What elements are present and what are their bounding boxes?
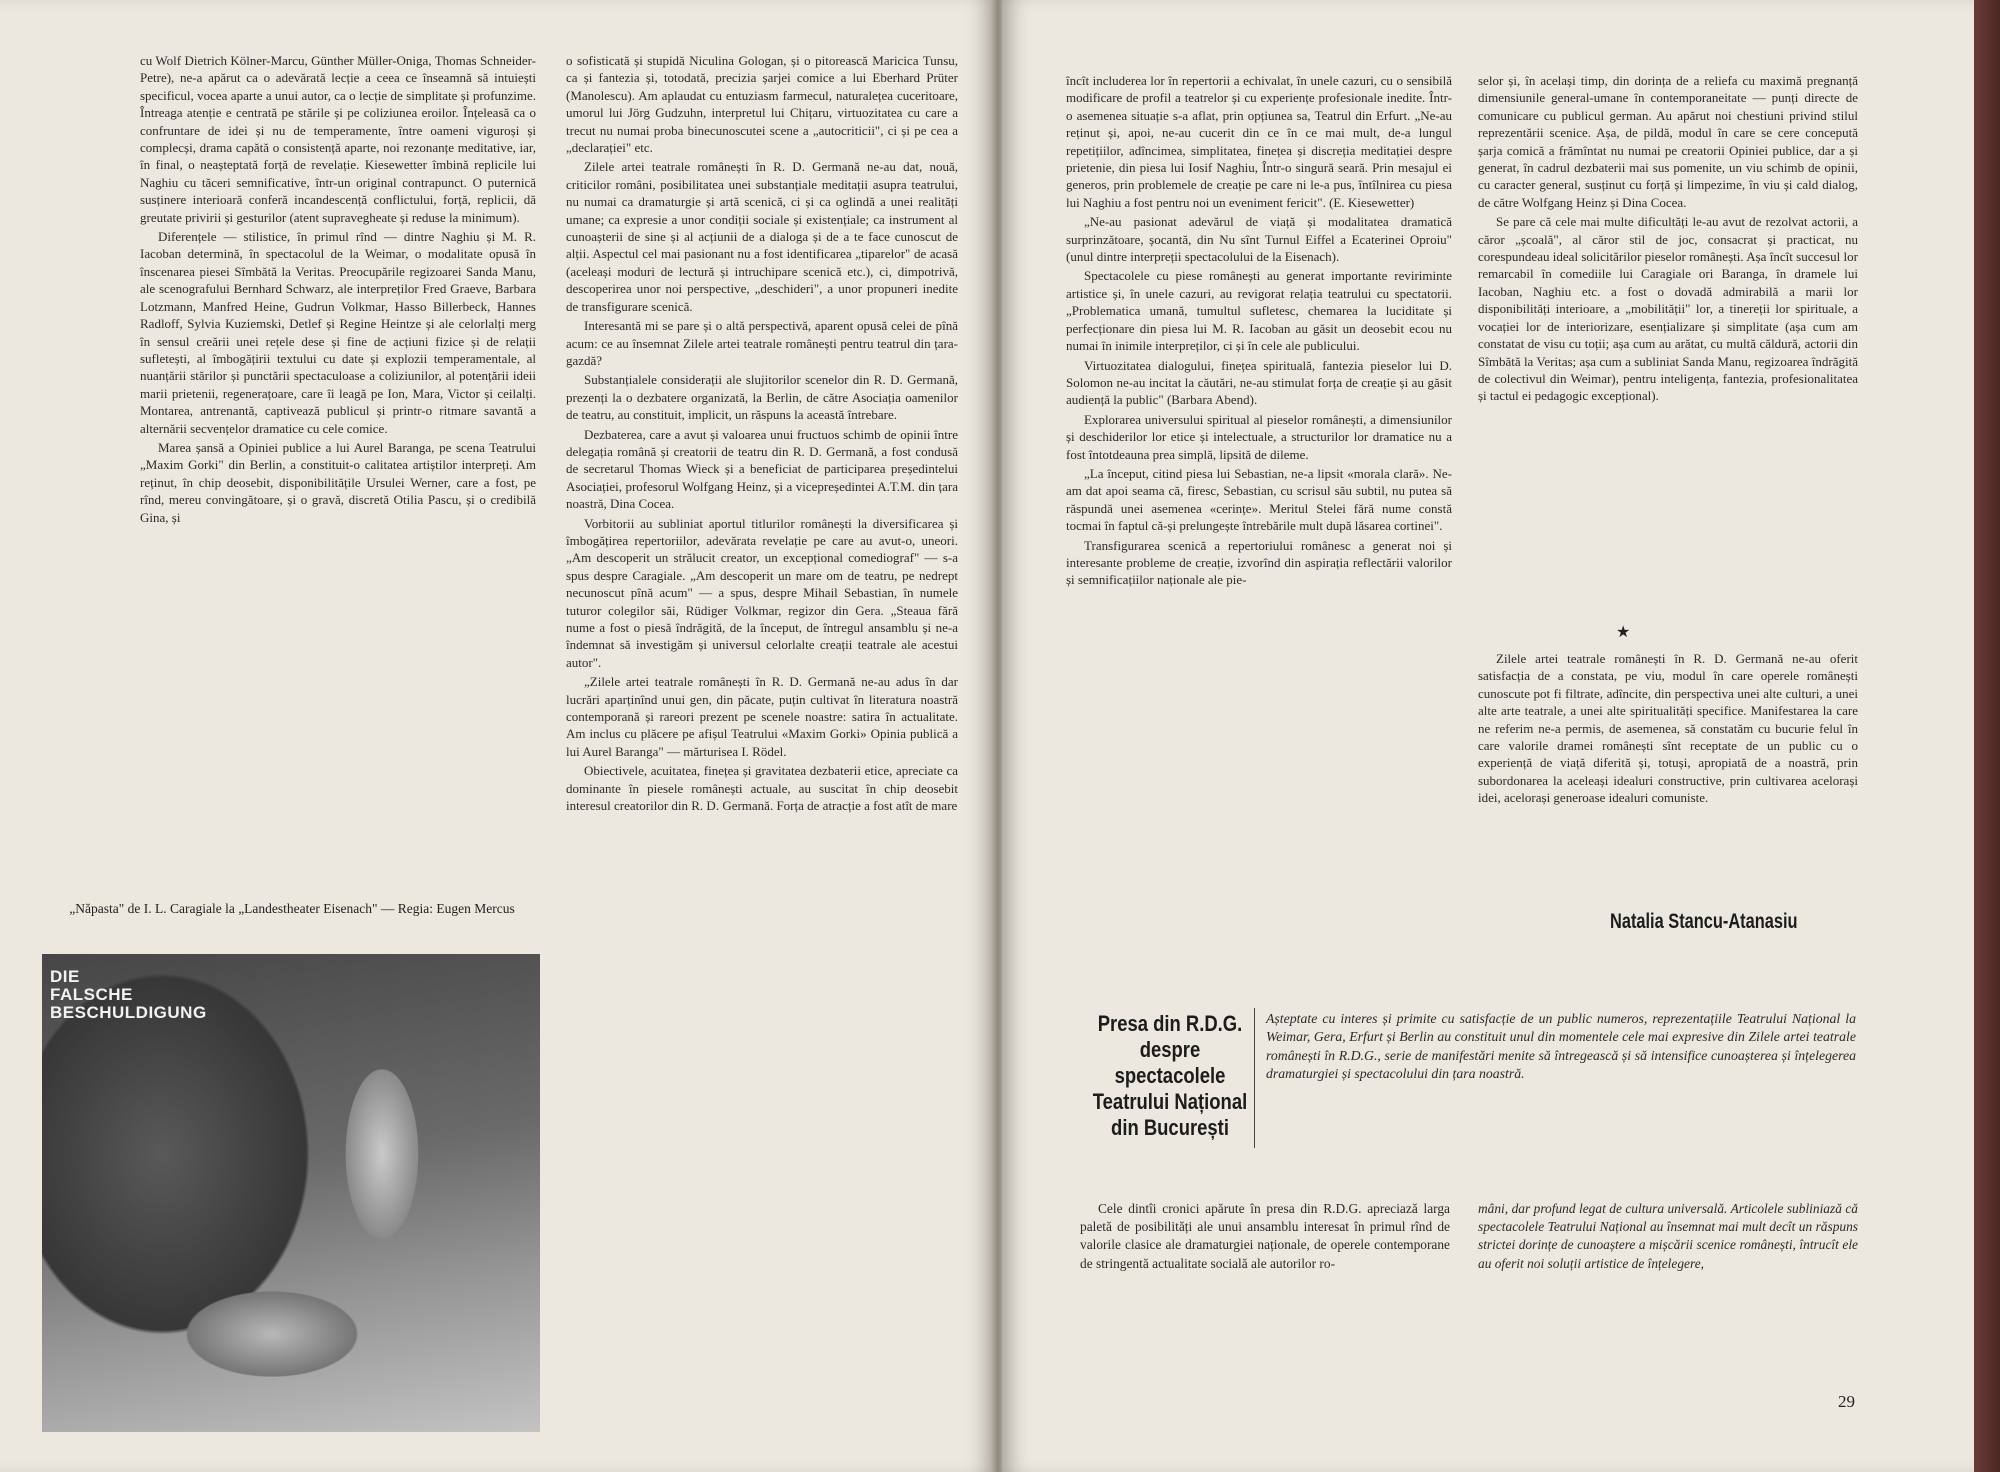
press-column-2	[1478, 1200, 1858, 1275]
paragraph: Vorbitorii au subliniat aportul titlurilor românești la diversificarea și îmbogățirea repertoriilor, adevărata revelație pe care au avut-o, uneori. „Am descoperit un strălucit creator, un excepțional comediograf" — s-a spus despre Caragiale. „Am descoperit un mare om de teatru, pe nedrept necunoscut pînă acum" — a spus, despre Mihail Sebastian, în numele tuturor colegilor săi, Rüdiger Volkmar, regizor din Gera. „Steaua fără nume a fost o piesă îndrăgită, de la început, de întregul ansamblu și ne-a îndemnat să investigăm și universul celorlalte creații teatrale ale acestui autor".	[566, 515, 958, 670]
page-number: 29	[1838, 1392, 1855, 1411]
paragraph: Interesantă mi se pare și o altă perspectivă, aparent opusă celei de pînă acum: ce au însemnat Zilele artei teatrale românești pentru teatrul din țara-gazdă?	[566, 318, 958, 368]
paragraph: Obiectivele, acuitatea, finețea și gravitatea dezbaterii etice, apreciate ca dominante în piesele românești actuale, au suscitat în chip deosebit interesul creatorilor din R. D. Germană. Forța de atracție a fost atît de mare	[566, 763, 958, 814]
press-title-line: Presa din R.D.G.	[1097, 1011, 1243, 1036]
paragraph: „Zilele artei teatrale românești în R. D. Germană ne-au adus în dar lucrări aparținînd unui gen, din păcate, puțin cultivat în literatura noastră contemporană și rareori prezent pe scenele noastre: satira în actualitate. Am inclus cu plăcere pe afișul Teatrului «Maxim Gorki» Opinia publică a lui Aurel Baranga" — mărturisea I. Rödel.	[566, 674, 958, 759]
section-star: ★	[1616, 624, 1631, 641]
paragraph: mâni, dar profund legat de cultura universală. Articolele subliniază că spectacolele Teatrului Național au însemnat mai mult decît un răspuns strictei dorințe de cunoaștere a mișcării scenice românești, întrucît ele au oferit noi soluții artistice de înțelegere,	[1478, 1201, 1858, 1271]
paragraph: selor și, în același timp, din dorința de a reliefa cu maximă pregnanță dimensiunile general-umane în contemporaneitate — punți directe de comunicare cu publicul german. Au apărut noi chestiuni privind stilul reprezentării scenice. Așa, de pildă, modul în care se cere concepută șarja comică a frămîntat nu numai pe creatorii Opiniei publice, dar a și generat, în cadrul dezbaterii mai sus pomenite, un viu schimb de opinii, cu caracter general, susținut cu forță și limpezime, în viu și cald dialog, de către Wolfgang Heinz și Dina Cocea.	[1478, 73, 1858, 210]
photo-title: DIE FALSCHE BESCHULDIGUNG	[50, 967, 207, 1022]
paragraph: Transfigurarea scenică a repertoriului românesc a generat noi și interesante probleme de creație, izvorînd din aspirația reflectării valorilor și semnificațiilor naționale ale pie-	[1066, 537, 1452, 588]
book-cover-edge	[1974, 0, 2000, 1472]
paragraph: Zilele artei teatrale românești în R. D. Germană ne-au oferit satisfacția de a constata, pe viu, modul în care operele românești cunoscute pot fi filtrate, adîncite, din perspectiva unei alte culturi, a unei alte arte teatrale, a unei alte spiritualități specifice. Manifestarea la care ne referim ne-a permis, de asemenea, să constatăm cu bucurie felul în care valorile dramei românești sînt receptate de un public cu o experiență de viață diferită și, totuși, apropiată de a noastră, prin subordonarea la aceleași idealuri constructive, prin cultivarea acelorași idei, acelorași generoase idealuri comuniste.	[1478, 651, 1858, 806]
paragraph: Spectacolele cu piese românești au generat importante reviriminte artistice și, în unele cazuri, au revigorat relația teatrului cu spectatorii. „Problematica umană, tumultul sufletesc, chemarea la luciditate și perfecționare din piesa lui M. R. Iacoban au găsit un deosebit ecou nu numai în inimile interpreților, ci și în cele ale publicului.	[1066, 268, 1452, 354]
paragraph: „Ne-au pasionat adevărul de viață și modalitatea dramatică surprinzătoare, șocantă, din Nu sînt Turnul Eiffel a Ecaterinei Oproiu" (unul dintre interpreții spectacolului de la Eisenach).	[1066, 214, 1452, 265]
paragraph: Se pare că cele mai multe dificultăți le-au avut de rezolvat actorii, a căror „școală", al căror stil de joc, consacrat și practicat, nu corespundeau ideal solicitărilor pieselor românești. Așa încît succesul lor remarcabil în comediile lui Caragiale ori Baranga, în dramele lui Iacoban, Naghiu etc. a fost o dovadă admirabilă a marii lor disponibilități interioare, a „mobilității" lor, a tinereții lor spirituale, a vocației lor de interiorizare, esențializare și simplitate (așa cum am constatat de visu cu toții; așa cum au arătat, cu multă căldură, actorii din Sîmbătă la Veritas; așa cum a subliniat Sanda Manu, regizoarea îndrăgită de colectivul din Weimar), pentru inteligența, fantezia, profesionalitatea și tactul ei pedagogic excepțional).	[1478, 214, 1858, 404]
paragraph: Dezbaterea, care a avut și valoarea unui fructuos schimb de opinii între delegația română și creatorii de teatru din R. D. Germană, a fost condusă de secretarul Thomas Wieck și a beneficiat de participarea președintelui Asociației, profesorul Wolfgang Heinz, și a vicepreședintei A.T.M. din țara noastră, Dina Cocea.	[566, 426, 958, 512]
press-intro: Așteptate cu interes și primite cu satisfacție de un public numeros, reprezentațiile Teatrului Național la Weimar, Gera, Erfurt și Berlin au constituit unul din momentele cele mai expresive din Zilele artei teatrale românești în R.D.G., serie de manifestări menite să întregească și să intensifice cunoașterea și înțelegerea dramaturgiei și spectacolului din țara noastră.	[1266, 1011, 1856, 1082]
author-signature: Natalia Stancu-Atanasiu	[1610, 910, 1798, 933]
divider	[1254, 1008, 1255, 1148]
paragraph: Marea șansă a Opiniei publice a lui Aurel Baranga, pe scena Teatrului „Maxim Gorki" din Berlin, a constituit-o calitatea artiștilor interpreți. Am reținut, în chip deosebit, disponibilitățile Ursulei Werner, care a fost, pe rînd, mereu convingătoare, și o gravă, discretă Otilia Pascu, și o credibilă Gina, și	[140, 439, 536, 525]
right-column-2-top	[1478, 72, 1858, 407]
photo-caption: „Năpasta" de I. L. Caragiale la „Landestheater Eisenach" — Regia: Eugen Mercus	[69, 901, 515, 916]
paragraph: o sofisticată și stupidă Niculina Gologan, și o pitorească Maricica Tunsu, ca și fantezia și, totodată, precizia șarjei comice a lui Eberhard Prüter (Manolescu). Am aplaudat cu entuziasm farmecul, naturalețea cuceritoare, umorul lui Jörg Gudzuhn, interpretul lui Chițaru, virtuozitatea cu care a trecut nu numai proba binecunoscutei scene a „autocriticii", ci și pe cea a „declarației" etc.	[566, 53, 958, 156]
paragraph: Substanțialele considerații ale slujitorilor scenelor din R. D. Germană, prezenți la o dezbatere organizată, la Berlin, de către Asociația oamenilor de teatru, au constituit, implicit, un răspuns la această întrebare.	[566, 372, 958, 423]
production-photo	[42, 954, 540, 1432]
paragraph: încît includerea lor în repertorii a echivalat, în unele cazuri, cu o sensibilă modificare de profil a teatrelor și cu experiențe profesionale inedite. Într-o asemenea situație s-a aflat, prin opțiunea sa, Teatrul din Erfurt. „Ne-au reținut și, apoi, ne-au cucerit din ce în ce mai mult, de-a lungul repetițiilor, adîncimea, simplitatea, finețea și discreția meditației despre prietenie, din piesa lui Iosif Naghiu, Într-o singură seară. Prin mesajul ei generos, prin problemele de creație pe care ni le-a pus, întîlnirea cu piesa lui Naghiu a fost pentru noi un eveniment fericit". (E. Kiesewetter)	[1066, 73, 1452, 210]
right-column-1	[1066, 72, 1452, 591]
right-column-2-bottom	[1478, 650, 1858, 809]
press-section-title	[1088, 1011, 1252, 1141]
left-column-2	[566, 52, 958, 816]
paragraph: Zilele artei teatrale românești în R. D. Germană ne-au dat, nouă, criticilor români, posibilitatea unei substanțiale meditații asupra teatrului, nu numai ca dramaturgie și artă scenică, ci și ca oglindă a unei realități umane; ca expresie a unor condiții sociale și existențiale; ca instrument al cunoașterii de sine și al acțiunii de a dialoga și de a te face cunoscut de alții. Aspectul cel mai pasionant nu a fost identificarea „tiparelor" de acasă (aceleași moduri de lectură și intruchipare scenică etc.), ci, dimpotrivă, descoperirea unor noi perspective, „deschideri", a unor propuneri inedite de transfigurare scenică.	[566, 159, 958, 314]
press-title-line: Teatrului Național	[1092, 1089, 1248, 1114]
press-title-line: spectacolele	[1114, 1063, 1226, 1088]
paragraph: cu Wolf Dietrich Kölner-Marcu, Günther Müller-Oniga, Thomas Schneider-Petre), ne-a apărut ca o adevărată lecție a ceea ce înseamnă să intuiești specificul, vocea aparte a unui autor, ca o lecție de simplitate și profunzime. Întreaga atenție e centrată pe stările și pe coliziunea eroilor. Înțeleasă ca o confruntare de idei și nu de temperamente, între oameni viguroși și complecși, drama capătă o consistență aparte, noi rezonanțe meditative, iar, în final, o neașteptată forță de revelație. Kiesewetter îmbină replicile lui Naghiu cu tăceri semnificative, într-un original contrapunct. O puternică susținere interioară conferă incandescență conflictului, forță, replicii, dă greutate privirii și gesturilor (atent supravegheate și reduse la minimum).	[140, 53, 536, 225]
paragraph: Explorarea universului spiritual al pieselor românești, a dimensiunilor și deschiderilor lor etice și intelectuale, a structurilor lor dramatice nu a fost întotdeauna prea simplă, lipsită de dileme.	[1066, 411, 1452, 462]
left-column-1	[140, 52, 536, 528]
press-title-line: despre	[1139, 1037, 1201, 1062]
paragraph: Diferențele — stilistice, în primul rînd — dintre Naghiu și M. R. Iacoban determină, în spectacolul de la Weimar, o modalitate opusă în înscenarea piesei Sîmbătă la Veritas. Preocupările regizoarei Sanda Manu, ale scenografului Bernhard Schwarz, ale interpreților Fred Graeve, Barbara Lotzmann, Manfred Heine, Gudrun Volkmar, Hasso Billerbeck, Hannes Radloff, Sylvia Kuziemski, Detlef și Regine Heintze și ale celorlalți merg în sensul creării unei rețele dese și fine de acțiuni fizice și de relații sufletești, al îmbogățirii textului cu date și explozii temperamentale, al nuanțării stărilor și punctării spectaculoase a coliziunilor, al potențării ideii marii prietenii, regenerațoare, care îi leagă pe Ion, Mara, Victor și ceilalți. Montarea, antrenantă, captivează publicul și printr-o ritmare savantă a alternării secvențelor dramatice cu cele comice.	[140, 229, 536, 436]
paragraph: Virtuozitatea dialogului, finețea spirituală, fantezia pieselor lui D. Solomon ne-au incitat la căutări, ne-au stimulat forța de creație și au găsit audiență la public" (Barbara Abend).	[1066, 357, 1452, 408]
left-page	[0, 0, 994, 1472]
paragraph: „La început, citind piesa lui Sebastian, ne-a lipsit «morala clară». Ne-am dat apoi seama că, firesc, Sebastian, cu scrisul său subtil, nu putea să răspundă unei asemenea «cerințe». Meritul Stelei fără nume constă tocmai în faptul că-și prelungește întrebările mult după lăsarea cortinei".	[1066, 465, 1452, 534]
paragraph: Cele dintîi cronici apărute în presa din R.D.G. apreciază larga paletă de posibilități ale unui ansamblu interesat în primul rînd de valorile clasice ale dramaturgiei naționale, de operele contemporane de stringentă actualitate socială ale autorilor ro-	[1080, 1201, 1450, 1271]
press-column-1	[1080, 1200, 1450, 1275]
press-title-line: din București	[1111, 1115, 1229, 1140]
